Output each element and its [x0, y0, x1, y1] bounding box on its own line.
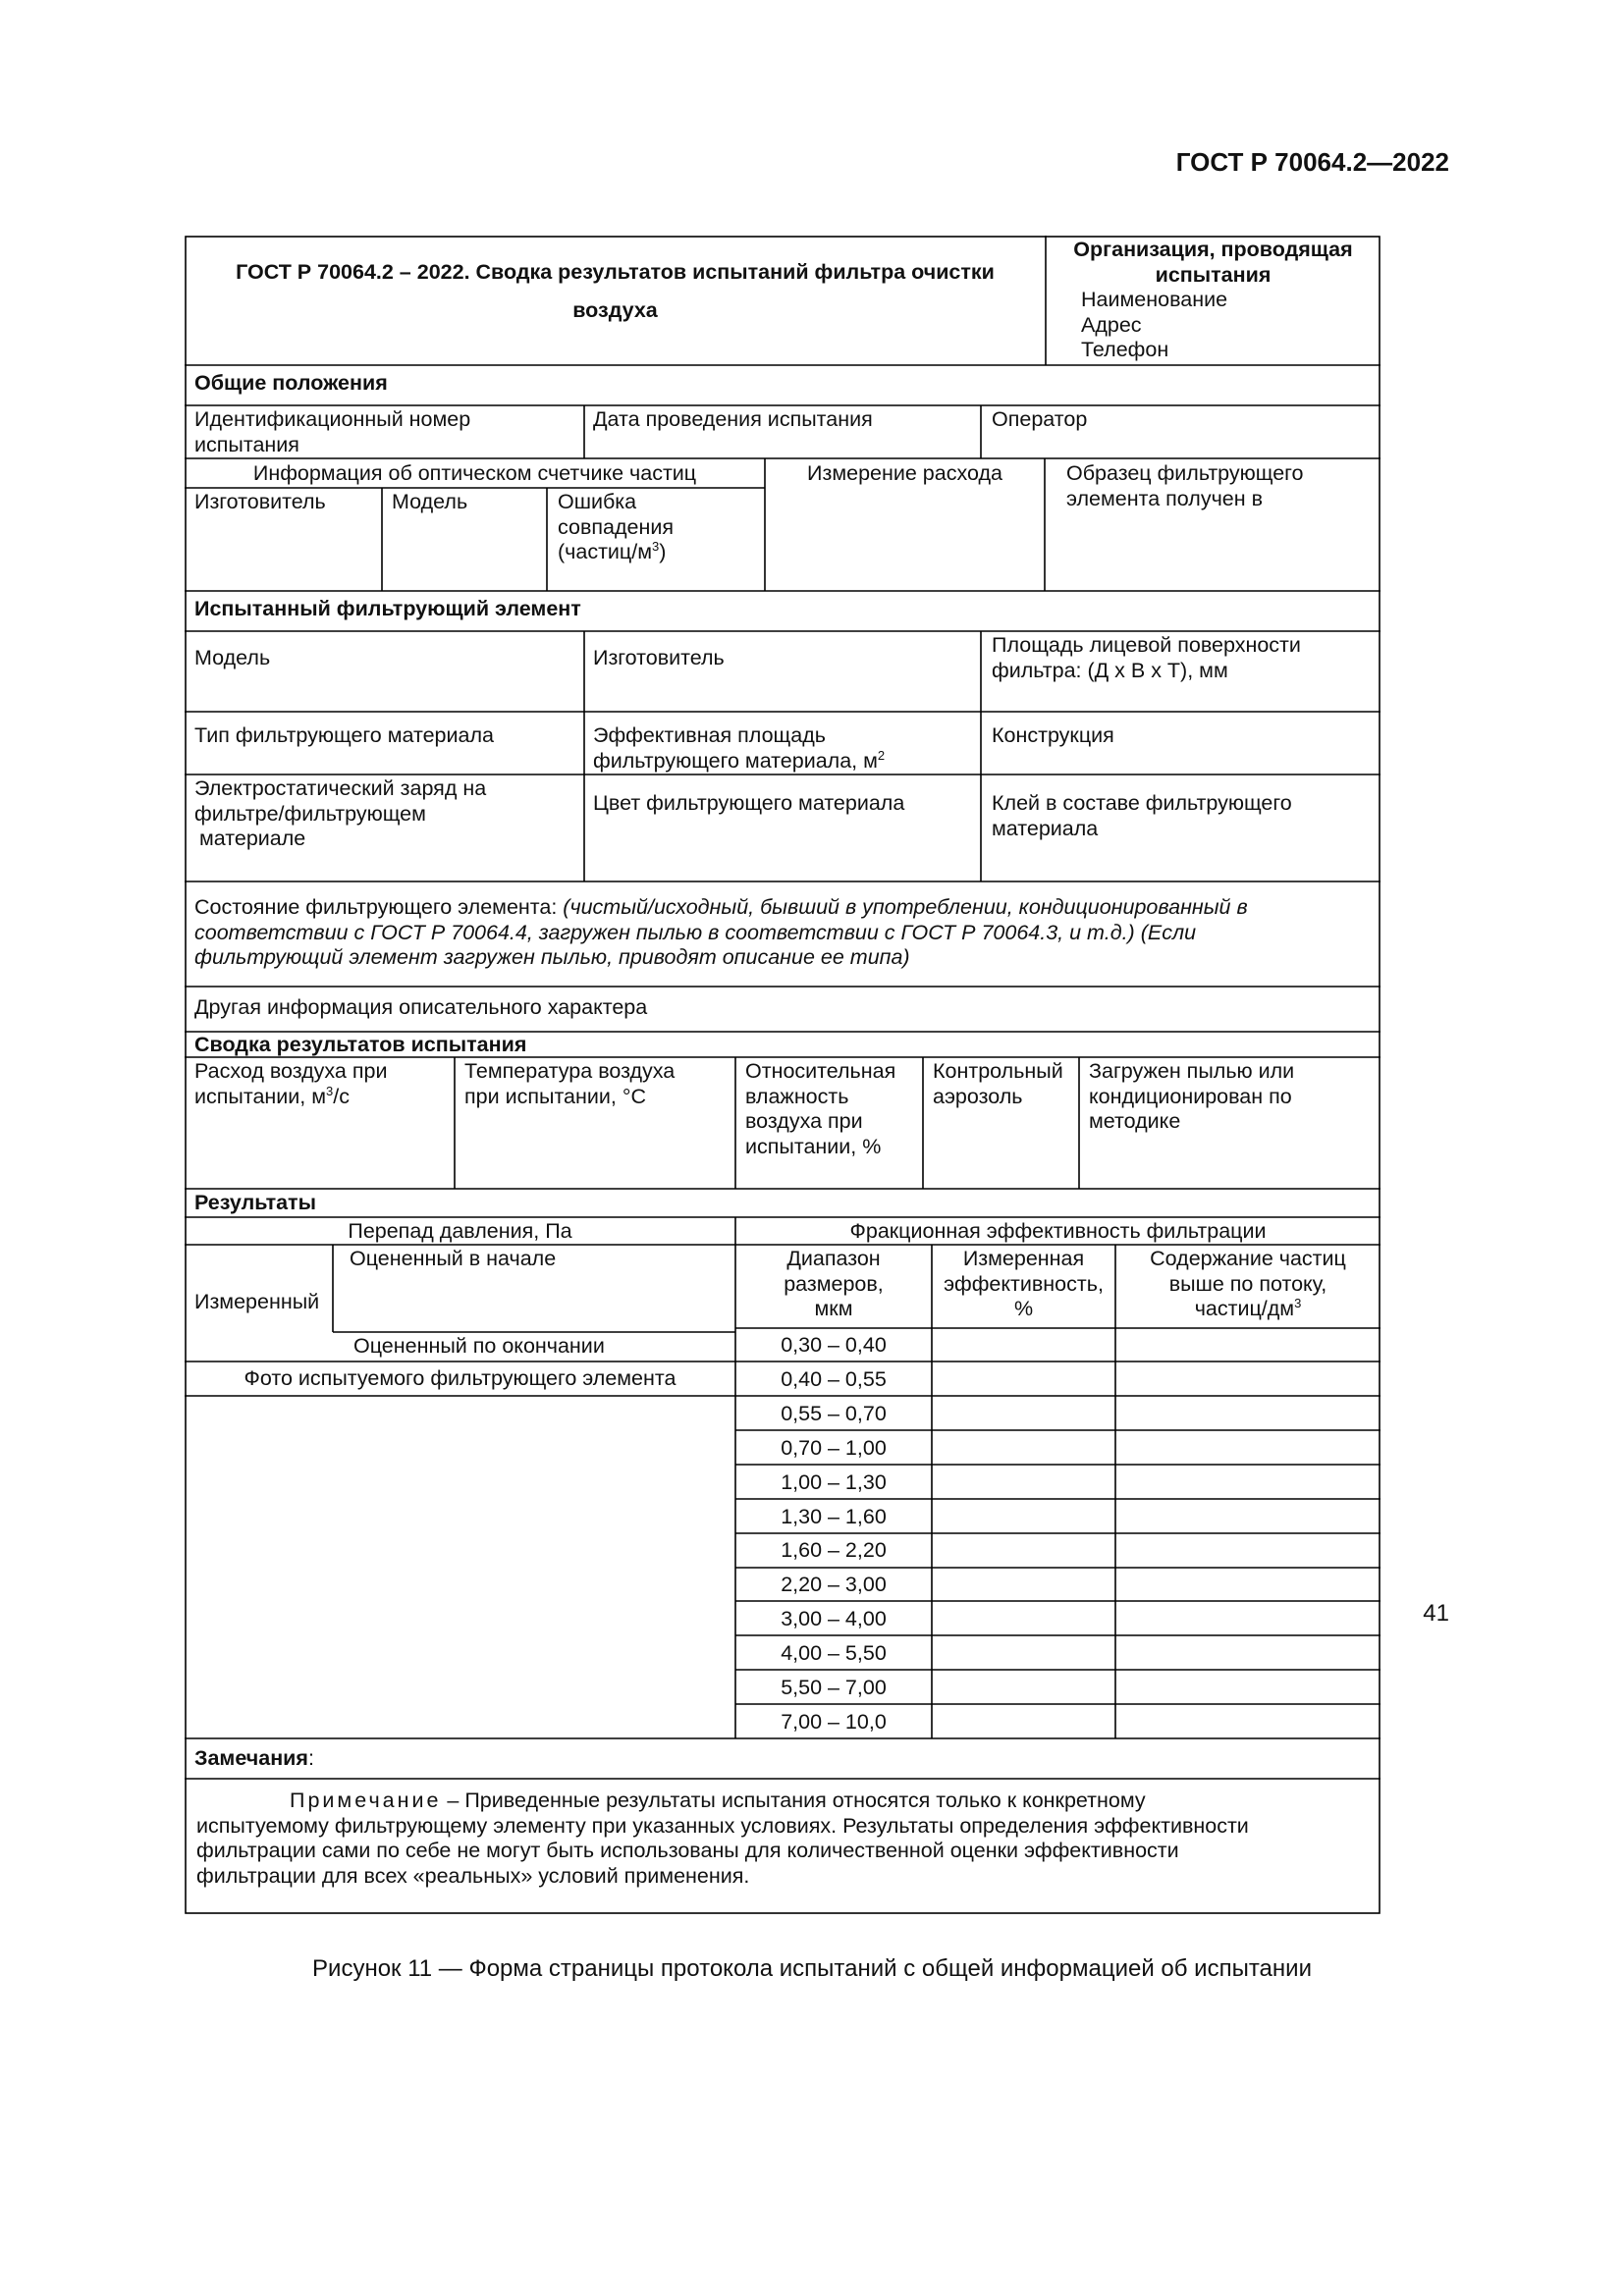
media-type-label: Тип фильтрующего материала [194, 723, 494, 747]
size-range-cell: 7,00 – 10,0 [781, 1710, 887, 1734]
temperature-label: Температура воздуха при испытании, °С [464, 1059, 676, 1108]
coincidence-error-label: Ошибка совпадения $(частиц/м^3)$ [558, 490, 674, 563]
sample-source-label: Образец фильтрующего элемента получен в [1066, 461, 1304, 510]
size-range-cell: 0,40 – 0,55 [781, 1367, 887, 1391]
construction-label: Конструкция [992, 723, 1114, 747]
element-condition: Состояние фильтрующего элемента: (чистый/исходный, бывший в употреблении, кондиционированный в соответствии с ГОСТ Р 70064.4, загружен пылью в соответствии с ГОСТ Р 70064.3, и т.д.) (Если фильтрующий элемент загружен пылью, приводят описание ее типа) [194, 895, 1248, 969]
measured-efficiency-header: Измеренная эффективность, % [944, 1247, 1104, 1320]
size-range-cell: 4,00 – 5,50 [781, 1641, 887, 1665]
humidity-label: Относительная влажность воздуха при испытании, % [745, 1059, 896, 1158]
page-number: 41 [1423, 1600, 1449, 1627]
section-element-heading: Испытанный фильтрующий элемент [194, 597, 581, 620]
size-range-cell: 2,20 – 3,00 [781, 1573, 887, 1596]
measured-label: Измеренный [194, 1290, 320, 1313]
figure-caption: Рисунок 11 — Форма страницы протокола испытаний с общей информацией об испытании [312, 1955, 1312, 1982]
size-range-cell: 0,70 – 1,00 [781, 1436, 887, 1460]
media-color-label: Цвет фильтрующего материала [593, 791, 905, 815]
aerosol-label: Контрольный аэрозоль [933, 1059, 1063, 1108]
adhesive-label: Клей в составе фильтрующего материала [992, 791, 1292, 840]
element-model-label: Модель [194, 646, 271, 669]
test-id-label: Идентификационный номер испытания [194, 407, 471, 456]
org-info: Организация, проводящая испытания Наименование Адрес Телефон [1046, 238, 1380, 363]
element-manufacturer-label: Изготовитель [593, 646, 725, 669]
section-summary-heading: Сводка результатов испытания [194, 1033, 527, 1056]
counter-manufacturer-label: Изготовитель [194, 490, 326, 513]
pressure-drop-header: Перепад давления, Па [348, 1219, 572, 1243]
size-range-cell: 0,30 – 0,40 [781, 1333, 887, 1357]
size-range-cell: 1,60 – 2,20 [781, 1538, 887, 1562]
form-title: ГОСТ Р 70064.2 – 2022. Сводка результатов испытаний фильтра очистки воздуха [236, 260, 995, 322]
size-range-header: Диапазон размеров, мкм [784, 1247, 884, 1320]
operator-label: Оператор [992, 407, 1088, 431]
estimated-final-label: Оцененный по окончании [353, 1334, 605, 1358]
size-range-cell: 3,00 – 4,00 [781, 1607, 887, 1630]
flow-measurement-label: Измерение расхода [807, 461, 1002, 485]
remarks-label: Замечания: [194, 1746, 314, 1770]
counter-info-label: Информация об оптическом счетчике частиц [252, 461, 697, 485]
org-name-label: Наименование [1081, 288, 1228, 311]
org-address-label: Адрес [1081, 312, 1142, 337]
size-range-cell: 5,50 – 7,00 [781, 1676, 887, 1699]
size-range-cell: 1,30 – 1,60 [781, 1505, 887, 1528]
airflow-label: Расход воздуха при испытании, $м^3/с$ [194, 1059, 388, 1108]
section-general-heading: Общие положения [194, 371, 388, 395]
counter-model-label: Модель [392, 490, 468, 513]
test-date-label: Дата проведения испытания [593, 407, 873, 431]
estimated-initial-label: Оцененный в начале [350, 1247, 557, 1270]
note-text: Примечание – Приведенные результаты испытания относятся только к конкретному испытуемому фильтрующему элементу при указанных условиях. Результаты определения эффективности фильтрации сами по себе не могут быть использованы для количественной оценки эффективности фильтрации для всех «реальных» условий применения. [196, 1789, 1249, 1888]
size-range-cell: 0,55 – 0,70 [781, 1402, 887, 1425]
size-range-cell: 1,00 – 1,30 [781, 1470, 887, 1494]
other-info-label: Другая информация описательного характера [194, 995, 648, 1019]
org-phone-label: Телефон [1081, 338, 1169, 361]
electrostatic-charge-label: Электростатический заряд на фильтре/фильтрующем материале [194, 776, 487, 850]
loading-method-label: Загружен пылью или кондиционирован по методике [1089, 1059, 1295, 1133]
upstream-count-header: Содержание частиц выше по потоку, частиц/$дм^3$ [1150, 1247, 1346, 1320]
effective-area-label: Эффективная площадь фильтрующего материала, $м^2$ [593, 723, 886, 773]
photo-label: Фото испытуемого фильтрующего элемента [244, 1366, 677, 1390]
section-results-heading: Результаты [194, 1191, 316, 1214]
document-header: ГОСТ Р 70064.2—2022 [1175, 147, 1449, 177]
note-label: Примечание [290, 1789, 442, 1812]
test-report-form [185, 236, 1380, 1914]
face-area-label: Площадь лицевой поверхности фильтра: (Д х В х Т), мм [992, 633, 1301, 682]
fractional-efficiency-header: Фракционная эффективность фильтрации [849, 1219, 1267, 1243]
